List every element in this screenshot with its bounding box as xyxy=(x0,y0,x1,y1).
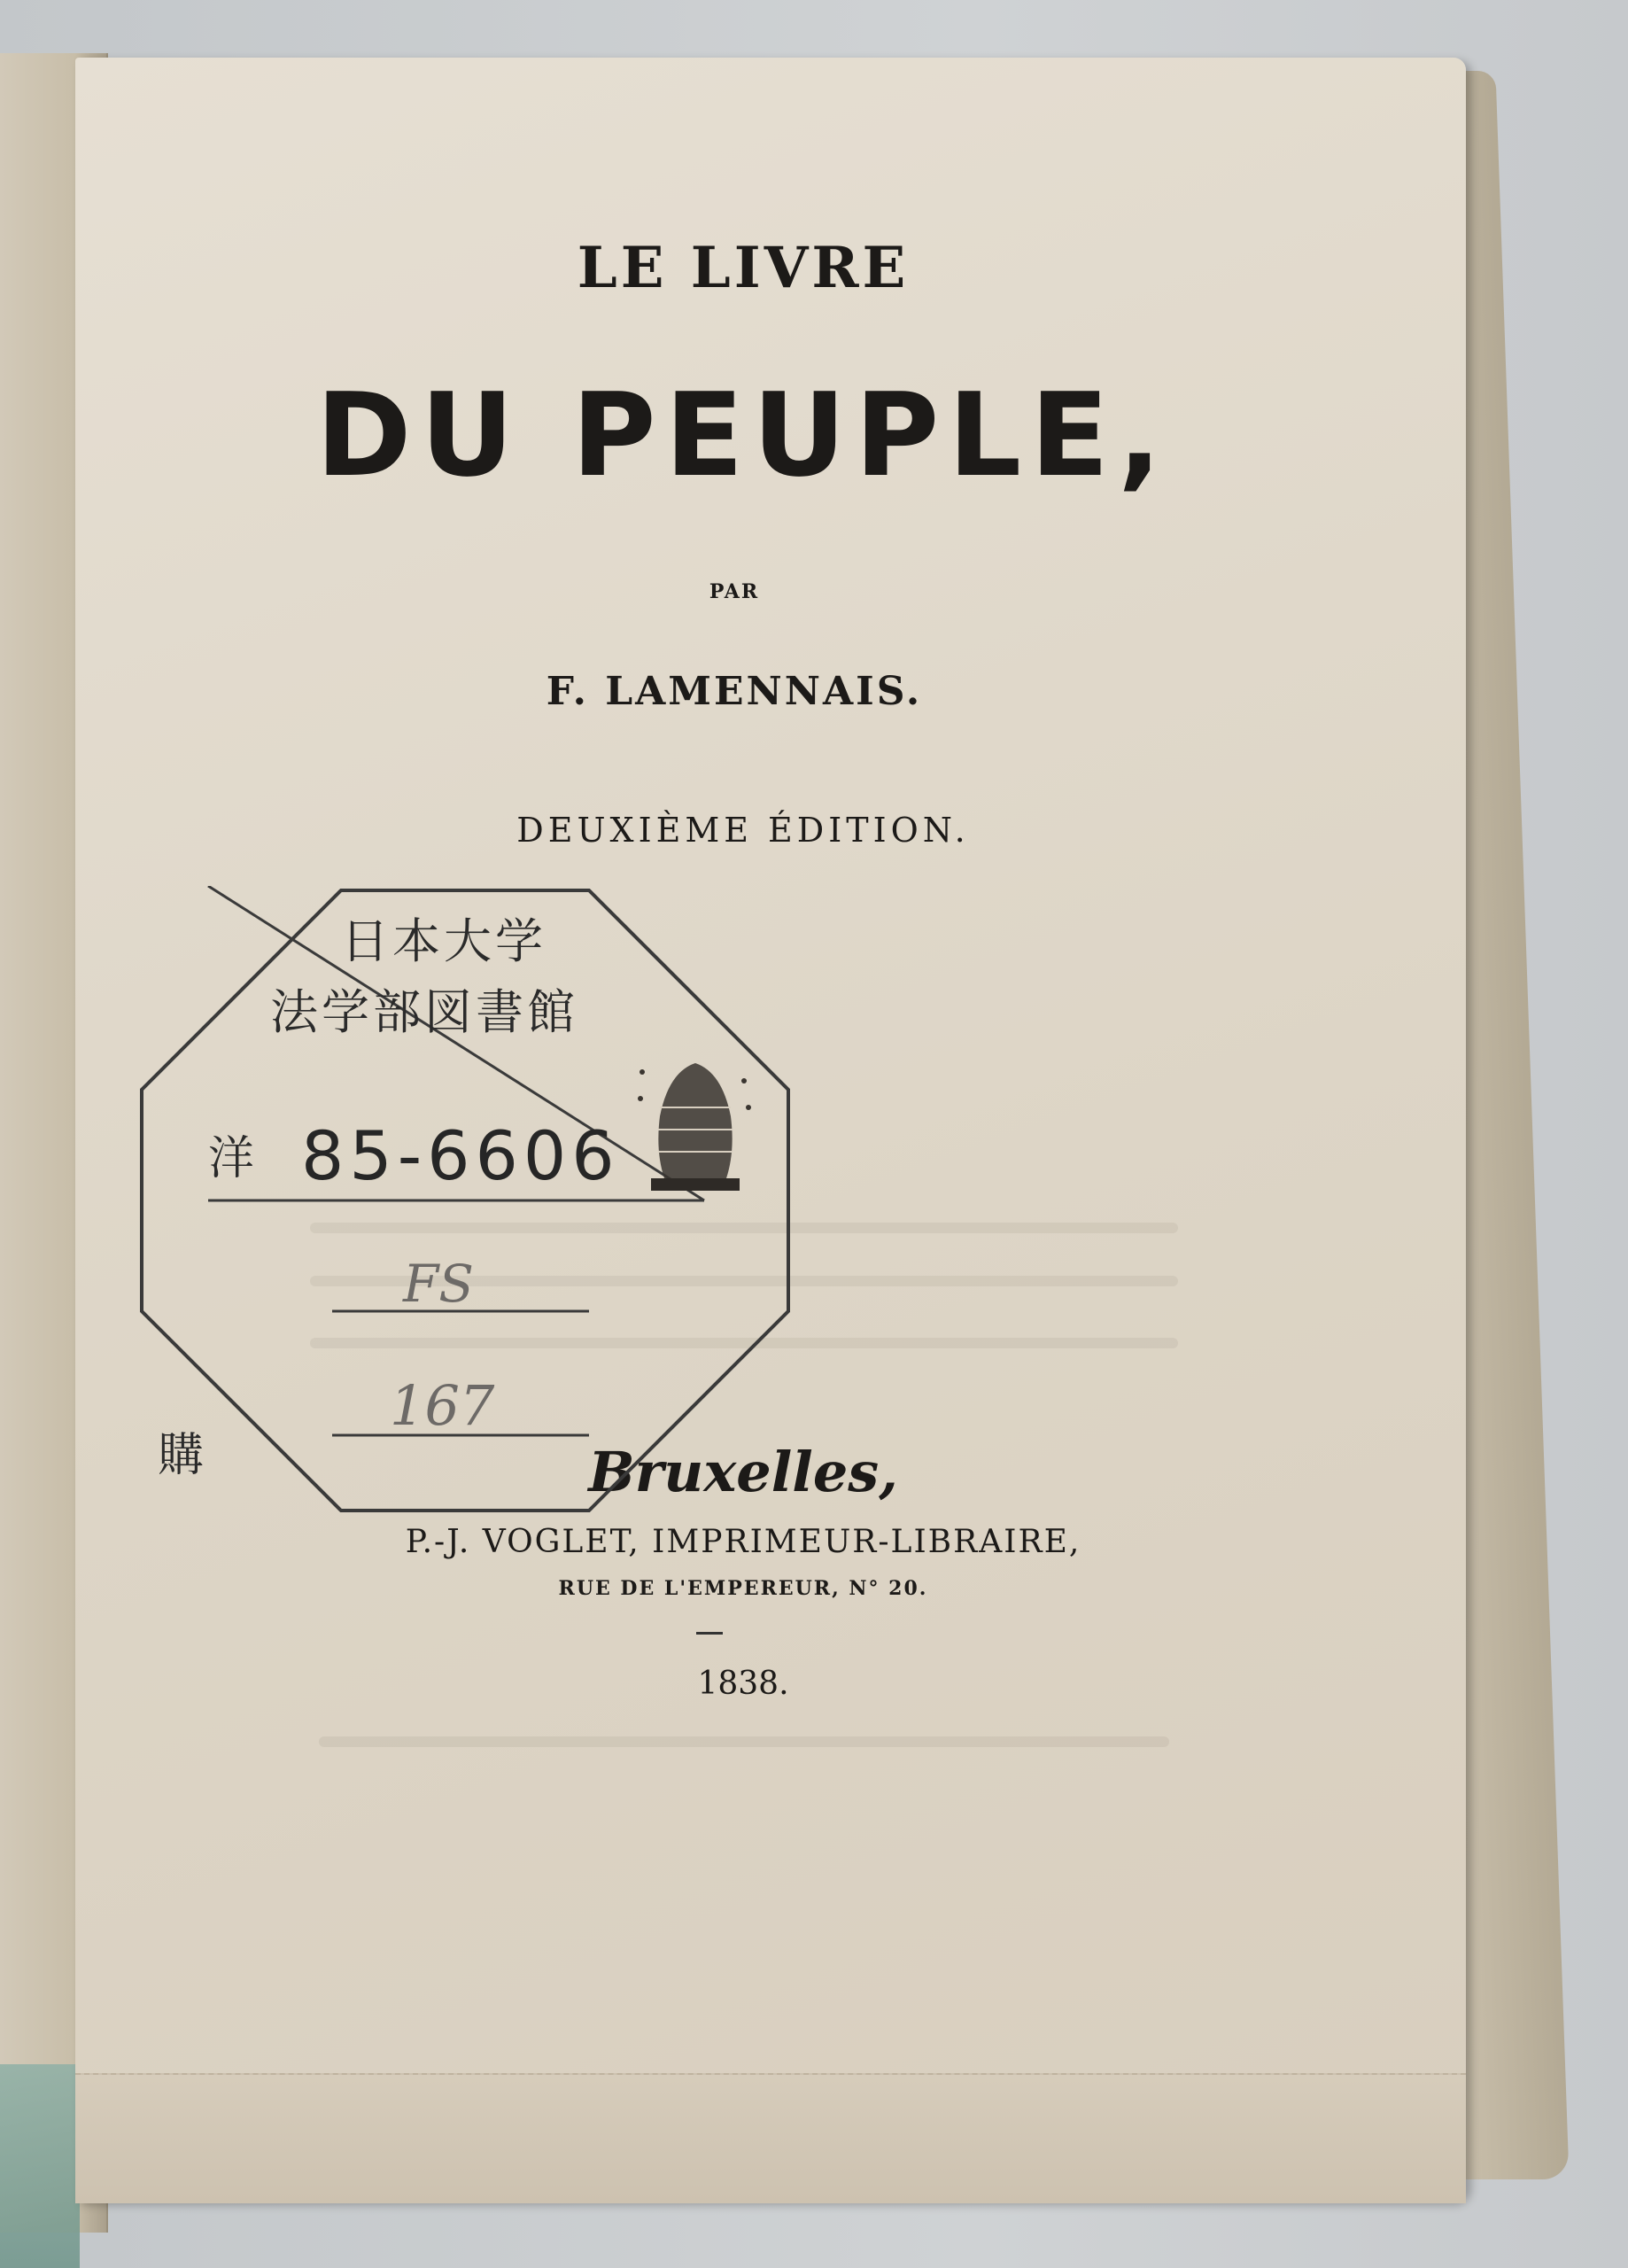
page-fold-edge xyxy=(75,2073,1466,2203)
stamp-line-1: 日本大学 xyxy=(341,913,547,969)
beehive-printer-mark-icon xyxy=(633,1045,757,1205)
title-line-2: DU PEUPLE, xyxy=(315,368,1171,502)
stamp-number: 85-6606 xyxy=(301,1116,620,1195)
stamp-handwritten-code: FS xyxy=(403,1254,474,1314)
publisher-name: P.-J. VOGLET, IMPRIMEUR-LIBRAIRE, xyxy=(405,1524,1081,1560)
by-label: PAR xyxy=(709,580,760,603)
stamp-handwritten-number: 167 xyxy=(390,1373,495,1438)
author-name: F. LAMENNAIS. xyxy=(546,669,923,714)
bleed-through-line xyxy=(319,1736,1169,1747)
binding-cloth xyxy=(0,2064,80,2268)
edition-label: DEUXIÈME ÉDITION. xyxy=(516,811,970,850)
stamp-prefix: 洋 xyxy=(208,1132,255,1185)
title-line-1: LE LIVRE xyxy=(577,235,910,301)
publication-year: 1838. xyxy=(697,1666,789,1702)
city-name: Bruxelles, xyxy=(588,1440,898,1504)
separator-rule xyxy=(696,1632,723,1635)
publisher-address: RUE DE L'EMPEREUR, N° 20. xyxy=(558,1577,928,1600)
stamp-line-2: 法学部図書館 xyxy=(270,984,578,1040)
margin-stamp-mark: 購 xyxy=(158,1429,205,1482)
